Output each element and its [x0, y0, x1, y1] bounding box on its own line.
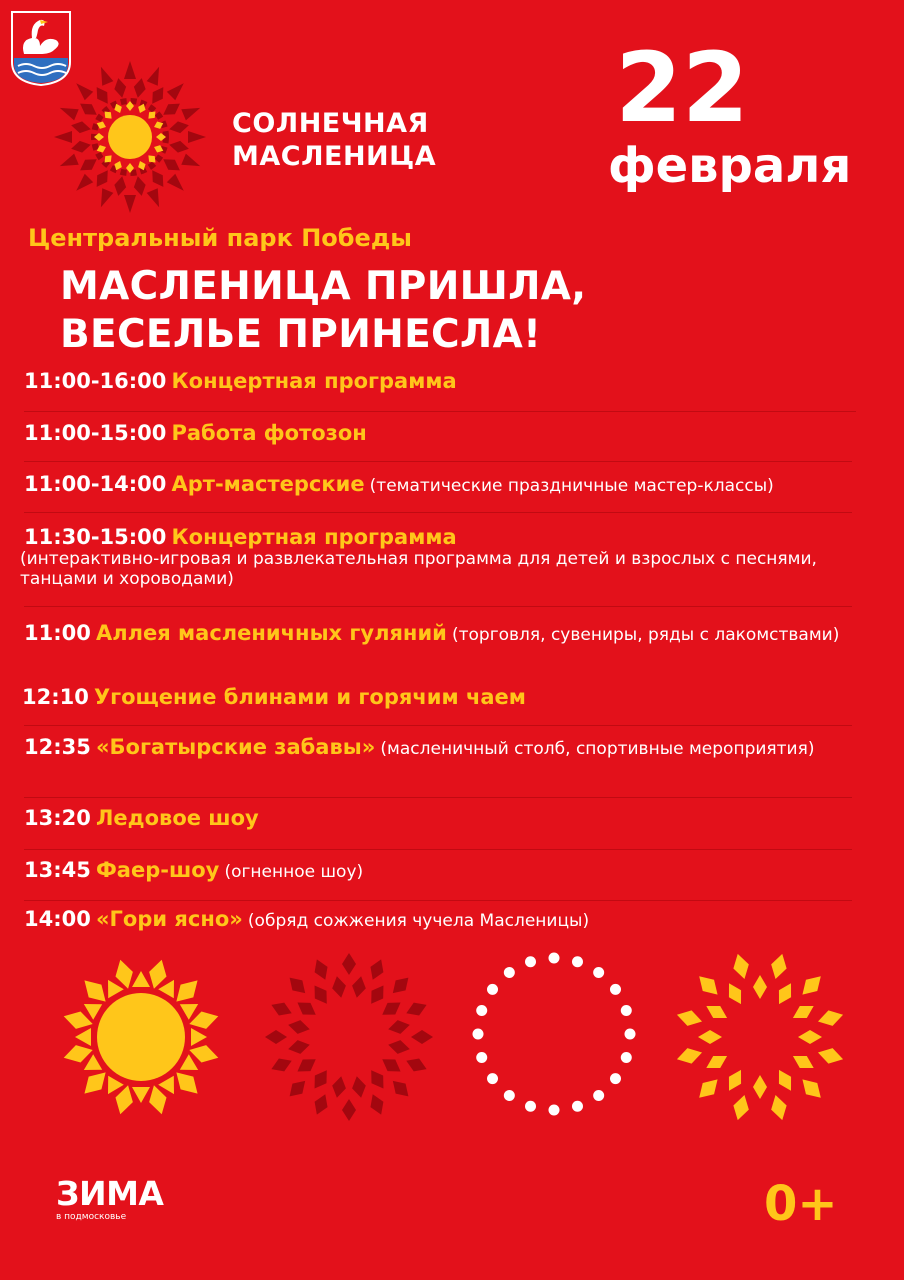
- date-month: февраля: [608, 138, 852, 194]
- divider: [24, 411, 856, 412]
- schedule-item: [24, 421, 367, 445]
- schedule-item: [20, 525, 894, 589]
- schedule-item: [24, 735, 814, 759]
- schedule-item: [24, 858, 363, 882]
- sun-rays-icon: [672, 949, 848, 1125]
- schedule-time: 11:00-14:00: [24, 472, 167, 496]
- divider: [24, 900, 852, 901]
- schedule-item: [24, 806, 259, 830]
- schedule-description: (тематические праздничные мастер-классы): [369, 476, 774, 496]
- zima-logo: ЗИМА в подмосковье: [56, 1174, 164, 1222]
- divider: [24, 849, 852, 850]
- sun-dots-icon: [469, 949, 639, 1119]
- schedule-description: (огненное шоу): [224, 862, 364, 882]
- divider: [24, 512, 852, 513]
- schedule-name: Угощение блинами и горячим чаем: [93, 685, 526, 709]
- sun-dark-icon: [261, 949, 437, 1125]
- schedule-description: (обряд сожжения чучела Масленицы): [247, 911, 590, 931]
- schedule-name: Аллея масленичных гуляний: [95, 621, 447, 645]
- schedule-name: Концертная программа: [171, 525, 457, 549]
- schedule-description: (масленичный столб, спортивные мероприятия): [380, 739, 815, 759]
- schedule-time: 12:10: [22, 685, 89, 709]
- schedule-description: (интерактивно-игровая и развлекательная программа для детей и взрослых с песнями, танцами и хороводами): [20, 549, 817, 589]
- schedule-item: [24, 369, 457, 393]
- schedule-item: [24, 907, 589, 931]
- logo-title: СОЛНЕЧНАЯ МАСЛЕНИЦА: [232, 108, 437, 172]
- schedule-description: (торговля, сувениры, ряды с лакомствами): [451, 625, 840, 645]
- schedule-time: 14:00: [24, 907, 91, 931]
- schedule-time: 13:20: [24, 806, 91, 830]
- schedule-time: 12:35: [24, 735, 91, 759]
- schedule-name: Работа фотозон: [171, 421, 367, 445]
- schedule-name: Ледовое шоу: [95, 806, 259, 830]
- sun-logo-icon: [50, 57, 210, 217]
- schedule-time: 11:00: [24, 621, 91, 645]
- schedule-time: 11:00-15:00: [24, 421, 167, 445]
- schedule-name: Концертная программа: [171, 369, 457, 393]
- divider: [24, 725, 852, 726]
- sun-yellow-icon: [53, 949, 229, 1125]
- schedule-item: [22, 685, 526, 709]
- schedule-item: [24, 621, 839, 645]
- schedule-time: 13:45: [24, 858, 91, 882]
- schedule-time: 11:00-16:00: [24, 369, 167, 393]
- schedule-item: [24, 472, 774, 496]
- age-rating: 0+: [764, 1176, 838, 1232]
- venue-title: Центральный парк Победы: [28, 224, 412, 252]
- schedule-name: «Гори ясно»: [95, 907, 243, 931]
- schedule-name: Фаер-шоу: [95, 858, 220, 882]
- schedule-time: 11:30-15:00: [24, 525, 167, 549]
- schedule-name: Арт-мастерские: [171, 472, 365, 496]
- date-day: 22: [615, 32, 749, 144]
- schedule-name: «Богатырские забавы»: [95, 735, 376, 759]
- divider: [24, 606, 852, 607]
- divider: [24, 797, 852, 798]
- divider: [24, 461, 852, 462]
- headline: МАСЛЕНИЦА ПРИШЛА, ВЕСЕЛЬЕ ПРИНЕСЛА!: [60, 264, 587, 357]
